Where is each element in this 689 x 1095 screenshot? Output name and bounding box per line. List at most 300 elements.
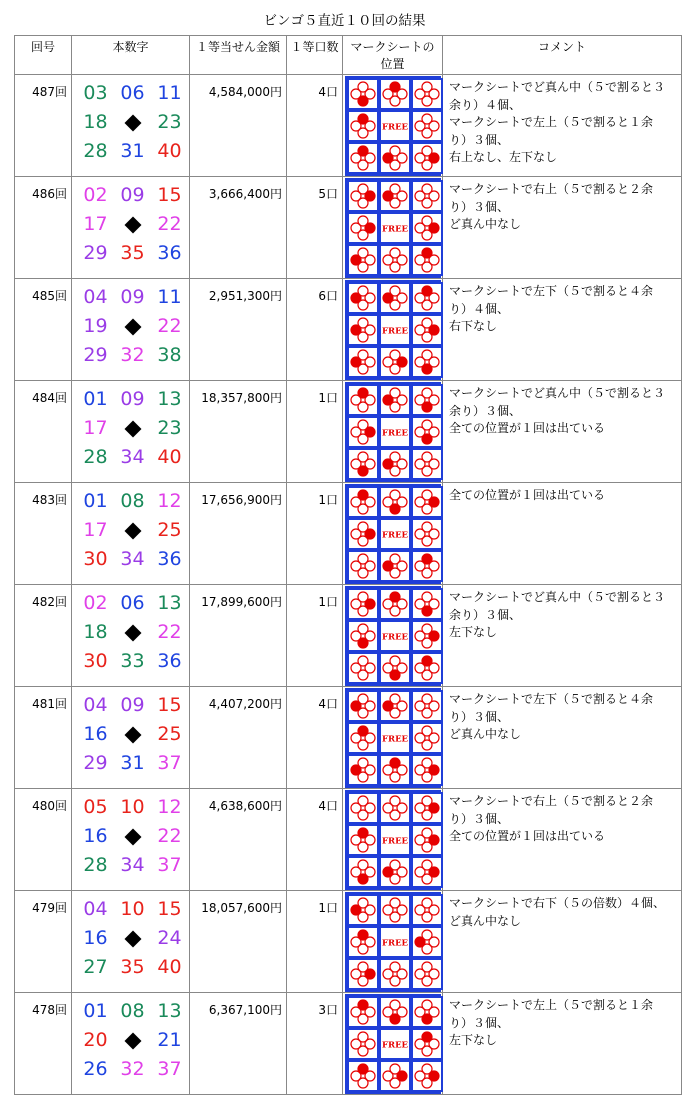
comment-line: 左下なし bbox=[449, 1033, 498, 1047]
free-diamond-icon bbox=[114, 423, 151, 435]
prize-amount: 17,656,900円 bbox=[190, 483, 287, 585]
ball-number: 05 bbox=[83, 796, 108, 818]
free-diamond-icon bbox=[114, 525, 151, 537]
comment-line: マークシートで右下（５の倍数）４個、 bbox=[449, 896, 666, 910]
mark-cell bbox=[379, 754, 411, 786]
ball-number: 28 bbox=[83, 446, 108, 468]
prize-amount: 3,666,400円 bbox=[190, 177, 287, 279]
mark-cell bbox=[411, 690, 443, 722]
ball-number: 28 bbox=[83, 854, 108, 876]
ball-number: 21 bbox=[157, 1029, 182, 1051]
header-mark-position bbox=[343, 36, 443, 75]
marked-dot bbox=[383, 191, 393, 201]
ball-number: 15 bbox=[157, 694, 182, 716]
empty-dot bbox=[415, 223, 425, 233]
mark-cell bbox=[347, 792, 379, 824]
ball-number: 02 bbox=[83, 184, 108, 206]
ball-number: 13 bbox=[157, 388, 182, 410]
free-cell bbox=[379, 1028, 411, 1060]
round-number: 484回 bbox=[15, 381, 72, 483]
mark-cell bbox=[347, 346, 379, 378]
winning-numbers bbox=[72, 279, 190, 381]
table-row bbox=[15, 687, 682, 789]
winner-count: 4口 bbox=[287, 687, 343, 789]
prize-amount: 6,367,100円 bbox=[190, 993, 287, 1095]
comment-line: り）３個、 bbox=[449, 199, 510, 214]
number-row bbox=[77, 618, 189, 647]
ball-number: 16 bbox=[83, 825, 108, 847]
mark-sheet-position bbox=[343, 177, 443, 279]
ball-number: 19 bbox=[83, 315, 108, 337]
round-number: 483回 bbox=[15, 483, 72, 585]
comment-line: マークシートで左上（５で割ると１余 bbox=[449, 998, 654, 1012]
ball-number: 16 bbox=[83, 927, 108, 949]
marked-dot bbox=[383, 701, 393, 711]
ball-number: 17 bbox=[83, 213, 108, 235]
comment-line: り）３個、 bbox=[449, 709, 510, 724]
marked-dot bbox=[383, 153, 393, 163]
winner-count: 1口 bbox=[287, 483, 343, 585]
number-row bbox=[77, 691, 189, 720]
mark-cell bbox=[347, 282, 379, 314]
ball-number: 15 bbox=[157, 898, 182, 920]
winning-numbers bbox=[72, 177, 190, 279]
mark-cell bbox=[379, 550, 411, 582]
winner-count: 1口 bbox=[287, 585, 343, 687]
ball-number: 18 bbox=[83, 111, 108, 133]
mark-sheet-grid bbox=[345, 484, 441, 584]
mark-cell bbox=[411, 754, 443, 786]
empty-dot bbox=[415, 89, 425, 99]
ball-number: 23 bbox=[157, 111, 182, 133]
ball-number: 10 bbox=[120, 796, 145, 818]
prize-amount: 4,584,000円 bbox=[190, 75, 287, 177]
number-row bbox=[77, 793, 189, 822]
empty-dot bbox=[351, 121, 361, 131]
ball-number: 34 bbox=[120, 548, 145, 570]
number-row bbox=[77, 137, 189, 166]
mark-cell bbox=[379, 78, 411, 110]
empty-dot bbox=[415, 599, 425, 609]
mark-cell bbox=[411, 652, 443, 684]
winner-count: 1口 bbox=[287, 381, 343, 483]
mark-sheet-position bbox=[343, 993, 443, 1095]
empty-dot bbox=[351, 191, 361, 201]
empty-dot bbox=[383, 255, 393, 265]
mark-cell bbox=[347, 244, 379, 276]
mark-cell bbox=[411, 346, 443, 378]
number-row bbox=[77, 545, 189, 574]
round-number: 487回 bbox=[15, 75, 72, 177]
ball-number: 38 bbox=[157, 344, 182, 366]
mark-cell bbox=[411, 996, 443, 1028]
ball-number: 32 bbox=[120, 1058, 145, 1080]
empty-dot bbox=[415, 631, 425, 641]
number-row bbox=[77, 720, 189, 749]
ball-number: 11 bbox=[157, 82, 182, 104]
mark-sheet-position bbox=[343, 687, 443, 789]
mark-cell bbox=[347, 722, 379, 754]
comment-line: 右上なし、左下なし bbox=[449, 150, 558, 164]
ball-number: 09 bbox=[120, 694, 145, 716]
comment-line: り）３個、 bbox=[449, 132, 510, 147]
mark-cell bbox=[347, 894, 379, 926]
winning-numbers bbox=[72, 381, 190, 483]
number-row bbox=[77, 647, 189, 676]
number-row bbox=[77, 443, 189, 472]
mark-sheet-grid bbox=[345, 688, 441, 788]
ball-number: 25 bbox=[157, 723, 182, 745]
ball-number: 10 bbox=[120, 898, 145, 920]
empty-dot bbox=[351, 937, 361, 947]
number-row bbox=[77, 1026, 189, 1055]
empty-dot bbox=[351, 459, 361, 469]
number-row bbox=[77, 341, 189, 370]
mark-sheet-position bbox=[343, 483, 443, 585]
comment-line: マークシートで左上（５で割ると１余 bbox=[449, 115, 654, 129]
mark-cell bbox=[379, 486, 411, 518]
ball-number: 06 bbox=[120, 592, 145, 614]
number-row bbox=[77, 851, 189, 880]
marked-dot bbox=[383, 395, 393, 405]
mark-cell bbox=[347, 314, 379, 346]
ball-number: 33 bbox=[120, 650, 145, 672]
empty-dot bbox=[383, 969, 393, 979]
empty-dot bbox=[415, 255, 425, 265]
empty-dot bbox=[415, 1007, 425, 1017]
mark-sheet-position bbox=[343, 789, 443, 891]
comment-line: 余り）４個、 bbox=[449, 97, 522, 112]
ball-number: 22 bbox=[157, 315, 182, 337]
mark-cell bbox=[379, 244, 411, 276]
empty-dot bbox=[351, 969, 361, 979]
free-label: FREE bbox=[381, 530, 408, 541]
number-row bbox=[77, 283, 189, 312]
mark-cell bbox=[411, 110, 443, 142]
free-diamond-icon bbox=[114, 321, 151, 333]
table-row bbox=[15, 75, 682, 177]
mark-cell bbox=[411, 384, 443, 416]
ball-number: 13 bbox=[157, 592, 182, 614]
empty-dot bbox=[383, 1007, 393, 1017]
number-row bbox=[77, 385, 189, 414]
empty-dot bbox=[351, 497, 361, 507]
comment-line: 余り）３個、 bbox=[449, 607, 522, 622]
mark-sheet-grid bbox=[345, 382, 441, 482]
header-numbers: 本数字 bbox=[72, 36, 190, 75]
mark-cell bbox=[379, 142, 411, 174]
mark-cell bbox=[379, 996, 411, 1028]
header-amount: １等当せん金額 bbox=[190, 36, 287, 75]
mark-cell bbox=[379, 1060, 411, 1092]
free-label: FREE bbox=[381, 734, 408, 745]
mark-cell bbox=[379, 958, 411, 990]
free-cell bbox=[379, 416, 411, 448]
comment-line: り）３個、 bbox=[449, 1015, 510, 1030]
number-row bbox=[77, 210, 189, 239]
free-diamond-icon bbox=[114, 627, 151, 639]
empty-dot bbox=[415, 497, 425, 507]
mark-cell bbox=[347, 550, 379, 582]
ball-number: 29 bbox=[83, 752, 108, 774]
free-label: FREE bbox=[381, 326, 408, 337]
ball-number: 36 bbox=[157, 650, 182, 672]
free-diamond-icon bbox=[114, 933, 151, 945]
winning-numbers bbox=[72, 687, 190, 789]
number-row bbox=[77, 487, 189, 516]
mark-cell bbox=[379, 792, 411, 824]
mark-cell bbox=[411, 792, 443, 824]
number-row bbox=[77, 749, 189, 778]
empty-dot bbox=[351, 395, 361, 405]
empty-dot bbox=[415, 395, 425, 405]
comment-line: 全ての位置が１回は出ている bbox=[449, 829, 606, 843]
empty-dot bbox=[415, 867, 425, 877]
free-cell bbox=[379, 926, 411, 958]
comment bbox=[443, 585, 682, 687]
number-row bbox=[77, 516, 189, 545]
comment bbox=[443, 483, 682, 585]
free-label: FREE bbox=[381, 1040, 408, 1051]
marked-dot bbox=[383, 459, 393, 469]
comment bbox=[443, 993, 682, 1095]
comment-line: マークシートで右上（５で割ると２余 bbox=[449, 794, 654, 808]
mark-cell bbox=[379, 588, 411, 620]
winning-numbers bbox=[72, 789, 190, 891]
empty-dot bbox=[415, 803, 425, 813]
empty-dot bbox=[351, 1007, 361, 1017]
mark-sheet-grid bbox=[345, 76, 441, 176]
table-row bbox=[15, 993, 682, 1095]
winning-numbers bbox=[72, 891, 190, 993]
ball-number: 26 bbox=[83, 1058, 108, 1080]
ball-number: 31 bbox=[120, 752, 145, 774]
mark-cell bbox=[347, 754, 379, 786]
comment bbox=[443, 279, 682, 381]
empty-dot bbox=[351, 803, 361, 813]
round-number: 482回 bbox=[15, 585, 72, 687]
free-diamond-icon bbox=[114, 219, 151, 231]
ball-number: 37 bbox=[157, 1058, 182, 1080]
comment bbox=[443, 75, 682, 177]
ball-number: 01 bbox=[83, 1000, 108, 1022]
empty-dot bbox=[383, 89, 393, 99]
prize-amount: 17,899,600円 bbox=[190, 585, 287, 687]
ball-number: 36 bbox=[157, 548, 182, 570]
empty-dot bbox=[415, 733, 425, 743]
mark-cell bbox=[347, 996, 379, 1028]
mark-cell bbox=[411, 620, 443, 652]
mark-cell bbox=[347, 486, 379, 518]
winner-count: 4口 bbox=[287, 75, 343, 177]
empty-dot bbox=[351, 835, 361, 845]
ball-number: 23 bbox=[157, 417, 182, 439]
winning-numbers bbox=[72, 585, 190, 687]
mark-cell bbox=[347, 518, 379, 550]
marked-dot bbox=[383, 561, 393, 571]
mark-cell bbox=[347, 856, 379, 888]
mark-sheet-position bbox=[343, 279, 443, 381]
mark-cell bbox=[347, 416, 379, 448]
mark-cell bbox=[379, 690, 411, 722]
winner-count: 4口 bbox=[287, 789, 343, 891]
comment-line: マークシートで左下（５で割ると４余 bbox=[449, 284, 654, 298]
table-row bbox=[15, 789, 682, 891]
marked-dot bbox=[351, 905, 361, 915]
comment-line: ど真ん中なし bbox=[449, 727, 522, 741]
comment-line: マークシートでど真ん中（５で割ると３ bbox=[449, 80, 666, 94]
ball-number: 24 bbox=[157, 927, 182, 949]
empty-dot bbox=[415, 701, 425, 711]
ball-number: 34 bbox=[120, 446, 145, 468]
comment-line: り）３個、 bbox=[449, 811, 510, 826]
empty-dot bbox=[415, 427, 425, 437]
empty-dot bbox=[415, 357, 425, 367]
mark-sheet-position bbox=[343, 585, 443, 687]
comment-line: マークシートでど真ん中（５で割ると３ bbox=[449, 386, 666, 400]
ball-number: 12 bbox=[157, 796, 182, 818]
empty-dot bbox=[351, 733, 361, 743]
mark-cell bbox=[411, 78, 443, 110]
mark-cell bbox=[411, 180, 443, 212]
ball-number: 37 bbox=[157, 854, 182, 876]
free-cell bbox=[379, 110, 411, 142]
free-diamond-icon bbox=[114, 831, 151, 843]
number-row bbox=[77, 1055, 189, 1084]
ball-number: 22 bbox=[157, 621, 182, 643]
empty-dot bbox=[415, 1071, 425, 1081]
mark-cell bbox=[411, 926, 443, 958]
ball-number: 29 bbox=[83, 344, 108, 366]
mark-cell bbox=[411, 314, 443, 346]
results-table bbox=[14, 35, 682, 1095]
free-label: FREE bbox=[381, 632, 408, 643]
empty-dot bbox=[351, 599, 361, 609]
number-row bbox=[77, 924, 189, 953]
comment-line: り）４個、 bbox=[449, 301, 510, 316]
empty-dot bbox=[415, 969, 425, 979]
ball-number: 17 bbox=[83, 417, 108, 439]
empty-dot bbox=[351, 153, 361, 163]
ball-number: 16 bbox=[83, 723, 108, 745]
ball-number: 40 bbox=[157, 446, 182, 468]
round-number: 486回 bbox=[15, 177, 72, 279]
ball-number: 17 bbox=[83, 519, 108, 541]
number-row bbox=[77, 79, 189, 108]
ball-number: 35 bbox=[120, 242, 145, 264]
comment bbox=[443, 687, 682, 789]
mark-sheet-position bbox=[343, 891, 443, 993]
winner-count: 1口 bbox=[287, 891, 343, 993]
winner-count: 5口 bbox=[287, 177, 343, 279]
mark-cell bbox=[379, 180, 411, 212]
number-row bbox=[77, 953, 189, 982]
round-number: 481回 bbox=[15, 687, 72, 789]
comment bbox=[443, 177, 682, 279]
winning-numbers bbox=[72, 993, 190, 1095]
mark-sheet-position bbox=[343, 75, 443, 177]
comment-line: ど真ん中なし bbox=[449, 217, 522, 231]
header-row bbox=[15, 36, 682, 75]
mark-cell bbox=[379, 894, 411, 926]
ball-number: 12 bbox=[157, 490, 182, 512]
mark-cell bbox=[411, 588, 443, 620]
empty-dot bbox=[351, 1071, 361, 1081]
mark-cell bbox=[347, 1028, 379, 1060]
prize-amount: 18,057,600円 bbox=[190, 891, 287, 993]
round-number: 479回 bbox=[15, 891, 72, 993]
ball-number: 11 bbox=[157, 286, 182, 308]
free-diamond-icon bbox=[114, 729, 151, 741]
mark-sheet-grid bbox=[345, 994, 441, 1094]
mark-sheet-grid bbox=[345, 790, 441, 890]
mark-cell bbox=[347, 384, 379, 416]
mark-cell bbox=[379, 282, 411, 314]
ball-number: 20 bbox=[83, 1029, 108, 1051]
ball-number: 31 bbox=[120, 140, 145, 162]
number-row bbox=[77, 239, 189, 268]
mark-cell bbox=[347, 620, 379, 652]
page-title: ビンゴ５直近１０回の結果 bbox=[263, 13, 426, 29]
mark-cell bbox=[347, 588, 379, 620]
marked-dot bbox=[383, 867, 393, 877]
round-number: 485回 bbox=[15, 279, 72, 381]
number-row bbox=[77, 589, 189, 618]
marked-dot bbox=[415, 937, 425, 947]
header-mark-line2: 位置 bbox=[380, 57, 405, 71]
ball-number: 04 bbox=[83, 694, 108, 716]
empty-dot bbox=[351, 561, 361, 571]
table-row bbox=[15, 177, 682, 279]
free-label: FREE bbox=[381, 836, 408, 847]
mark-cell bbox=[347, 110, 379, 142]
empty-dot bbox=[415, 1039, 425, 1049]
empty-dot bbox=[351, 529, 361, 539]
mark-cell bbox=[411, 212, 443, 244]
comment-line: ど真ん中なし bbox=[449, 913, 522, 928]
empty-dot bbox=[415, 765, 425, 775]
mark-cell bbox=[411, 722, 443, 754]
empty-dot bbox=[415, 905, 425, 915]
ball-number: 15 bbox=[157, 184, 182, 206]
empty-dot bbox=[383, 1071, 393, 1081]
ball-number: 13 bbox=[157, 1000, 182, 1022]
marked-dot bbox=[351, 357, 361, 367]
free-label: FREE bbox=[381, 122, 408, 133]
marked-dot bbox=[351, 325, 361, 335]
number-row bbox=[77, 414, 189, 443]
free-cell bbox=[379, 314, 411, 346]
comment-line: 左下なし bbox=[449, 625, 498, 639]
round-number: 480回 bbox=[15, 789, 72, 891]
empty-dot bbox=[351, 631, 361, 641]
table-row bbox=[15, 891, 682, 993]
ball-number: 37 bbox=[157, 752, 182, 774]
ball-number: 01 bbox=[83, 388, 108, 410]
ball-number: 09 bbox=[120, 388, 145, 410]
number-row bbox=[77, 312, 189, 341]
mark-cell bbox=[379, 384, 411, 416]
empty-dot bbox=[383, 357, 393, 367]
ball-number: 08 bbox=[120, 490, 145, 512]
mark-cell bbox=[411, 550, 443, 582]
header-mark-line1: マークシートの bbox=[350, 40, 435, 54]
winning-numbers bbox=[72, 75, 190, 177]
mark-sheet-grid bbox=[345, 280, 441, 380]
empty-dot bbox=[383, 905, 393, 915]
empty-dot bbox=[383, 599, 393, 609]
prize-amount: 2,951,300円 bbox=[190, 279, 287, 381]
